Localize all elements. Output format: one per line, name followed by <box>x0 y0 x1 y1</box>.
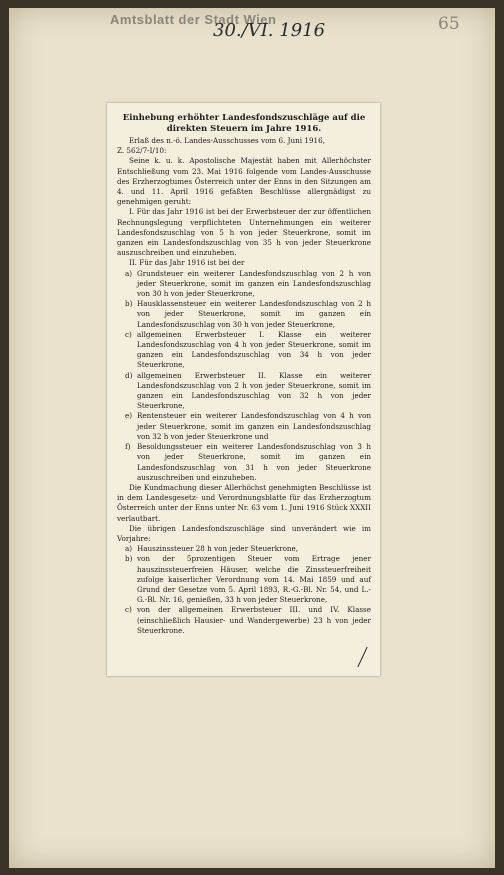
list-item-text: von der 5prozentigen Steuer vom Ertrage jener hauszinssteuerfreien Häuser, welche die Zinssteuerfreiheit zufolge kaiserlicher Verordnung vom 14. Mai 1859 und auf Grund der Gesetze vom 5. April 1893, R.-G.-Bl. Nr. 54, und L.-G.-Bl. Nr. 16, genießen, 33 h von jeder Steuerkrone, <box>137 554 371 605</box>
list-item-text: allgemeinen Erwerbsteuer I. Klasse ein weiterer Landesfondszuschlag von 4 h von jeder Steuerkrone, somit im ganzen ein Landesfondszuschlag von 34 h von jeder Steuerkrone, <box>137 329 371 370</box>
paragraph-1: I. Für das Jahr 1916 ist bei der Erwerbsteuer der zur öffentlichen Rechnungslegung verpflichteten Unternehmungen ein weiterer Landesfondszuschlag von 5 h von jeder Steuerkrone, somit im ganzen ein Landesfondszuschlag von 35 h von jeder Steuerkrone auszuschreiben und einzuheben. <box>117 207 371 258</box>
list-section-2 <box>117 269 371 483</box>
list-item-text: Hauszinssteuer 28 h von jeder Steuerkrone, <box>137 544 299 554</box>
list-item <box>117 605 371 636</box>
decree-line: Erlaß des n.-ö. Landes-Ausschusses vom 6. Juni 1916, <box>129 136 325 145</box>
list-item <box>117 299 371 330</box>
list-item <box>117 554 371 605</box>
list-item-text: allgemeinen Erwerbsteuer II. Klasse ein weiterer Landesfondszuschlag von 2 h von jeder Steuerkrone, somit im ganzen ein Landesfondszuschlag von 32 h von jeder Steuerkrone, <box>137 370 371 411</box>
article-title <box>117 113 371 135</box>
list-item <box>117 371 371 412</box>
list-item-label: c) <box>125 605 132 615</box>
list-item-text: Grundsteuer ein weiterer Landesfondszuschlag von 2 h von jeder Steuerkrone, somit im ganzen ein Landesfondszuschlag von 30 h von jeder Steuerkrone, <box>137 268 371 299</box>
handwritten-date: 30./VI. 1916 <box>213 20 326 41</box>
list-item-text: von der allgemeinen Erwerbsteuer III. und IV. Klasse (einschließlich Hausier- und Wandergewerbe) 23 h von jeder Steuerkrone. <box>137 605 371 635</box>
list-item <box>117 330 371 371</box>
list-item-text: Hausklassensteuer ein weiterer Landesfondszuschlag von 2 h von jeder Steuerkrone, somit im ganzen ein Landesfondszuschlag von 30 h von jeder Steuerkrone, <box>137 299 371 329</box>
list-item-label: a) <box>125 544 133 554</box>
list-item-text: Besoldungssteuer ein weiterer Landesfondszuschlag von 3 h von jeder Steuerkrone, somit im ganzen ein Landesfondszuschlag von 31 h von jeder Steuerkrone auszuschreiben und einzuheben. <box>137 442 371 482</box>
list-item-label: b) <box>125 554 133 564</box>
newspaper-stamp: Amtsblatt der Stadt Wien <box>110 12 277 27</box>
list-item <box>117 411 371 442</box>
article <box>117 113 371 636</box>
intro-paragraph: Seine k. u. k. Apostolische Majestät haben mit Allerhöchster Entschließung vom 23. Mai 1916 folgende vom Landes-Ausschusse des Erzherzogtumes Österreich unter der Enns in den Sitzungen am 4. und 11. April 1916 gefaßten Beschlüsse allergnädigst zu genehmigen geruht: <box>117 156 371 207</box>
paragraph-3: Die Kundmachung dieser Allerhöchst genehmigten Beschlüsse ist in dem Landesgesetz- und Verordnungsblatte für das Erzherzogtum Österreich unter der Enns unter Nr. 63 vom 1. Juni 1916 Stück XXXII verlautbart. <box>117 482 371 523</box>
list-item <box>117 442 371 483</box>
paragraph-2: II. Für das Jahr 1916 ist bei der <box>129 258 245 268</box>
paragraph-4: Die übrigen Landesfondszuschläge sind unverändert wie im Vorjahre: <box>117 523 371 543</box>
list-item-label: d) <box>125 370 133 380</box>
list-item-label: f) <box>125 442 131 452</box>
list-item-text: Rentensteuer ein weiterer Landesfondszuschlag von 4 h von jeder Steuerkrone, somit im ganzen ein Landesfondszuschlag von 32 h von jeder Steuerkrone und <box>137 411 371 441</box>
list-item <box>117 269 371 300</box>
title-line-1: Einhebung erhöhter Landesfondszuschläge auf die <box>122 113 366 123</box>
list-item <box>117 544 371 554</box>
list-item-label: c) <box>125 329 132 339</box>
list-section-4 <box>117 544 371 636</box>
list-item-label: a) <box>125 268 133 278</box>
reference-number: Z. 562/7-I/10: <box>117 146 167 156</box>
list-item-label: b) <box>125 299 133 309</box>
page-number: 65 <box>438 14 460 34</box>
list-item-label: e) <box>125 411 133 421</box>
title-line-2: direkten Steuern im Jahre 1916. <box>166 124 322 134</box>
